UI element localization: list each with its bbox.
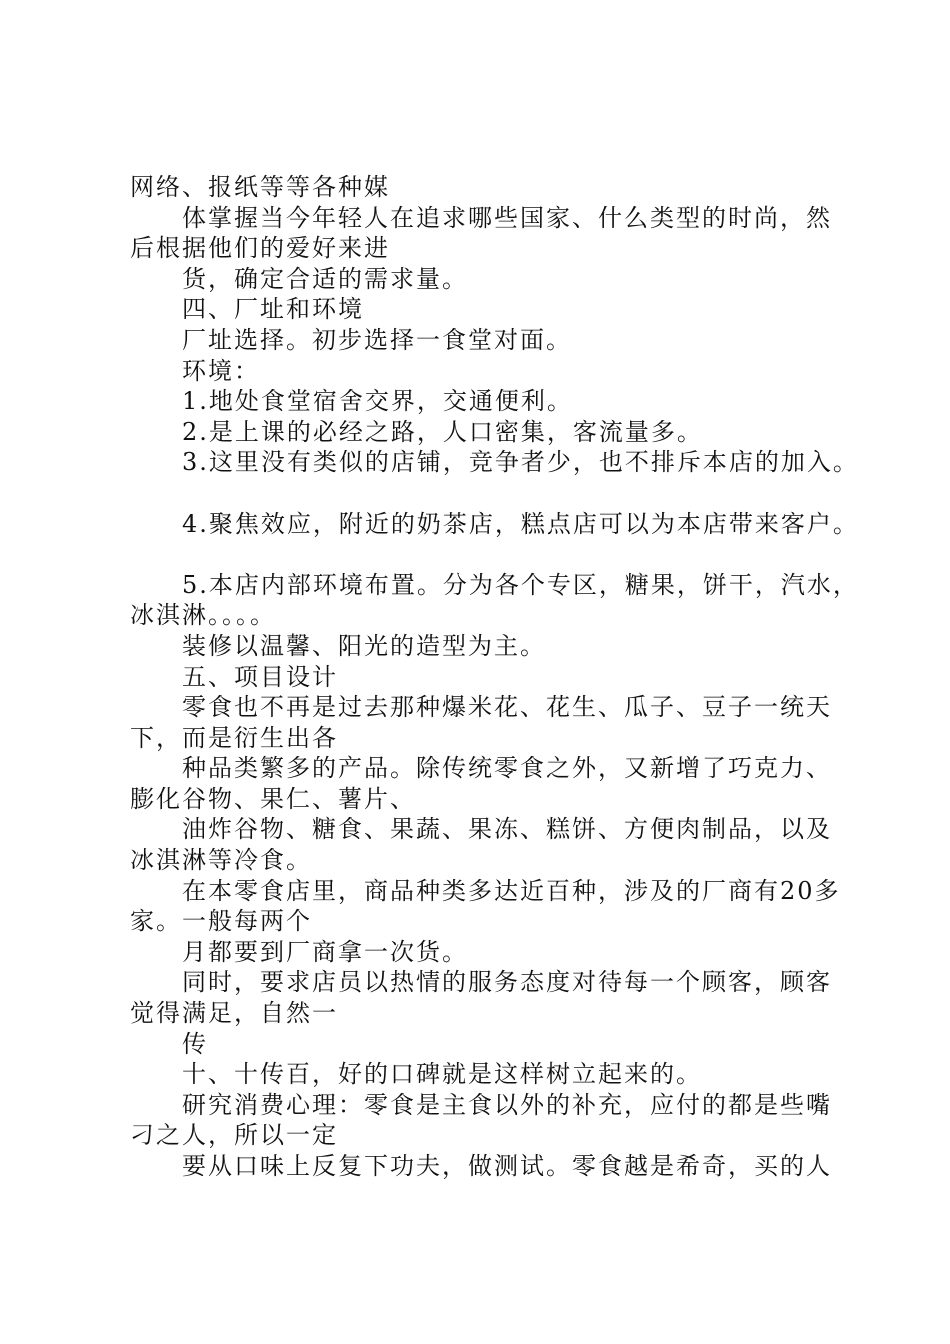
text-line: 环境： [182,356,260,385]
text-line: 传 [182,1029,208,1058]
text-line: 家。一般每两个 [130,907,312,936]
text-line: 装修以温馨、阳光的造型为主。 [182,631,546,660]
text-line: 厂址选择。初步选择一食堂对面。 [182,325,572,354]
text-line: 膨化谷物、果仁、薯片、 [130,784,416,813]
blank-line [130,478,850,509]
text-line: 货，确定合适的需求量。 [182,264,468,293]
text-line: 要从口味上反复下功夫，做测试。零食越是希奇，买的人 [182,1152,832,1180]
text-line: 油炸谷物、糖食、果蔬、果冻、糕饼、方便肉制品，以及 [182,815,832,844]
list-item: 3.这里没有类似的店铺，竞争者少，也不排斥本店的加入。 [182,448,859,477]
list-item: 2.是上课的必经之路，人口密集，客流量多。 [182,417,703,446]
text-line: 月都要到厂商拿一次货。 [182,937,468,966]
text-line: 刁之人，所以一定 [130,1121,338,1150]
text-line: 体掌握当今年轻人在追求哪些国家、什么类型的时尚，然 [182,203,832,232]
text-line: 十、十传百，好的口碑就是这样树立起来的。 [182,1060,702,1089]
text-line: 研究消费心理：零食是主食以外的补充，应付的都是些嘴 [182,1090,832,1119]
list-item: 1.地处食堂宿舍交界，交通便利。 [182,387,573,416]
text-line: 冰淇淋等冷食。 [130,846,312,875]
document-body [130,172,859,1182]
section-heading: 四、厂址和环境 [182,295,364,324]
text-line: 同时，要求店员以热情的服务态度对待每一个顾客，顾客 [182,968,832,997]
text-line: 后根据他们的爱好来进 [130,234,390,263]
text-line: 在本零食店里，商品种类多达近百种，涉及的厂商有20多 [182,876,841,905]
text-line: 冰淇淋。。。。 [130,601,276,630]
blank-line [130,539,850,570]
list-item: 5.本店内部环境布置。分为各个专区，糖果，饼干，汽水， [182,570,859,599]
text-line: 下，而是衍生出各 [130,723,338,752]
text-line: 种品类繁多的产品。除传统零食之外，又新增了巧克力、 [182,754,832,783]
text-line: 觉得满足，自然一 [130,999,338,1028]
section-heading: 五、项目设计 [182,662,338,691]
text-line: 网络、报纸等等各种媒 [130,173,390,201]
text-line: 零食也不再是过去那种爆米花、花生、瓜子、豆子一统天 [182,693,832,722]
list-item: 4.聚焦效应，附近的奶茶店，糕点店可以为本店带来客户。 [182,509,859,538]
